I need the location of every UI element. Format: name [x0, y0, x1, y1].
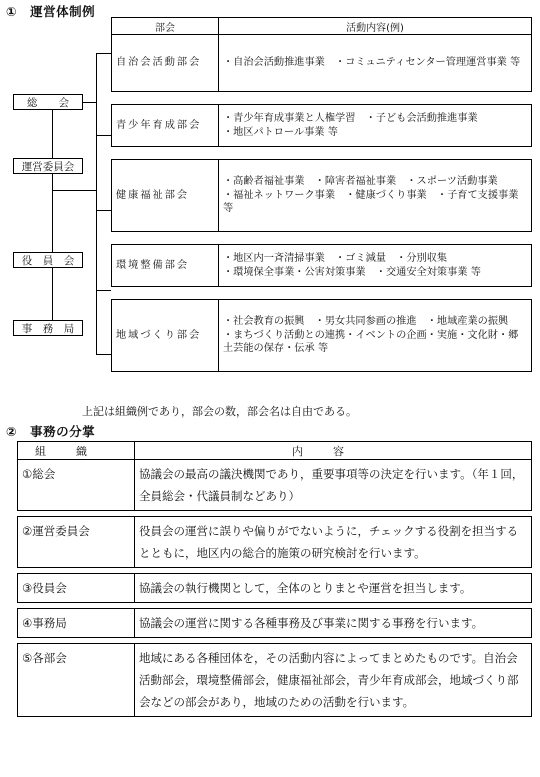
- dept-name: 地域づくり部会: [112, 300, 219, 372]
- connector-board-secretariat: [52, 268, 53, 320]
- org-box-general-assembly: 総 会: [13, 94, 83, 110]
- duty-content: 協議会の運営に関する各種事務及び事業に関する事務を行います。: [135, 609, 532, 638]
- section-title-operating-structure: ① 運営体制例: [6, 4, 96, 19]
- branch-kenko: [96, 210, 111, 211]
- duty-row: [18, 517, 532, 568]
- dept-header-name: 部会: [112, 18, 219, 35]
- duty-org: ②運営委員会: [18, 517, 135, 568]
- dept-activities: ・地区内一斉清掃事業 ・ゴミ減量 ・分別収集 ・環境保全事業・公害対策事業 ・交通安全対策事業 等: [219, 245, 532, 287]
- duty-org: ④事務局: [18, 609, 135, 638]
- connector-assembly-committee: [52, 110, 53, 158]
- dept-activities: ・自治会活動推進事業 ・コミュニティセンター管理運営事業 等: [219, 35, 532, 92]
- duty-content: 役員会の運営に誤りや偏りがでないように，チェックする役割を担当するとともに，地区内の総合的施策の研究検討を行います。: [135, 517, 532, 568]
- connector-committee-board: [52, 174, 53, 252]
- department-trunk-line: [96, 53, 97, 354]
- duty-table-header: [18, 442, 532, 460]
- org-box-steering-committee: 運営委員会: [13, 158, 83, 174]
- dept-row: [112, 245, 532, 287]
- org-box-secretariat: 事 務 局: [13, 320, 83, 336]
- duty-header-content: 内容: [135, 442, 532, 460]
- duty-content: 協議会の最高の議決機関であり，重要事項等の決定を行います。（年１回，全員総会・代議員制などあり）: [135, 460, 532, 511]
- branch-kankyo: [96, 290, 111, 291]
- connector-committee-branch: [52, 190, 96, 191]
- duty-org: ③役員会: [18, 574, 135, 603]
- branch-jichikai: [96, 53, 111, 54]
- duty-table: [17, 441, 532, 717]
- dept-activities: ・青少年育成事業と人権学習 ・子ども会活動推進事業 ・地区パトロール事業 等: [219, 105, 532, 147]
- duty-content: 協議会の執行機関として，全体のとりまとや運営を担当します。: [135, 574, 532, 603]
- branch-chiiki: [96, 354, 111, 355]
- duty-org: ⑤各部会: [18, 644, 135, 717]
- duty-row: [18, 460, 532, 511]
- dept-name: 健康福祉部会: [112, 160, 219, 232]
- duty-header-org: 組織: [18, 442, 135, 460]
- duty-org: ①総会: [18, 460, 135, 511]
- dept-name: 青少年育成部会: [112, 105, 219, 147]
- organization-note: 上記は組織例であり，部会の数，部会名は自由である。: [82, 405, 357, 418]
- duty-row: [18, 609, 532, 638]
- dept-activities: ・高齢者福祉事業 ・障害者福祉事業 ・スポーツ活動事業 ・福祉ネットワーク事業 ・健康づくり事業 ・子育て支援事業 等: [219, 160, 532, 232]
- dept-row: [112, 160, 532, 232]
- department-table: [111, 17, 532, 372]
- org-box-board: 役 員 会: [13, 252, 83, 268]
- dept-activities: ・社会教育の振興 ・男女共同参画の推進 ・地域産業の振興 ・まちづくり活動との連携・イベントの企画・実施・文化財・郷土芸能の保存・伝承 等: [219, 300, 532, 372]
- dept-row: [112, 300, 532, 372]
- duty-row: [18, 644, 532, 717]
- branch-seishonen: [96, 135, 111, 136]
- dept-name: 環境整備部会: [112, 245, 219, 287]
- dept-row: [112, 105, 532, 147]
- dept-name: 自治会活動部会: [112, 35, 219, 92]
- department-table-header: [112, 18, 532, 35]
- dept-header-activities: 活動内容(例): [219, 18, 532, 35]
- dept-row: [112, 35, 532, 92]
- duty-row: [18, 574, 532, 603]
- duty-content: 地域にある各種団体を，その活動内容によってまとめたものです。自治会活動部会，環境整備部会，健康福祉部会，青少年育成部会，地域づくり部会などの部会があり，地域のための活動を行います。: [135, 644, 532, 717]
- section-title-duties: ② 事務の分掌: [6, 424, 96, 439]
- connector-assembly-branch: [83, 102, 96, 103]
